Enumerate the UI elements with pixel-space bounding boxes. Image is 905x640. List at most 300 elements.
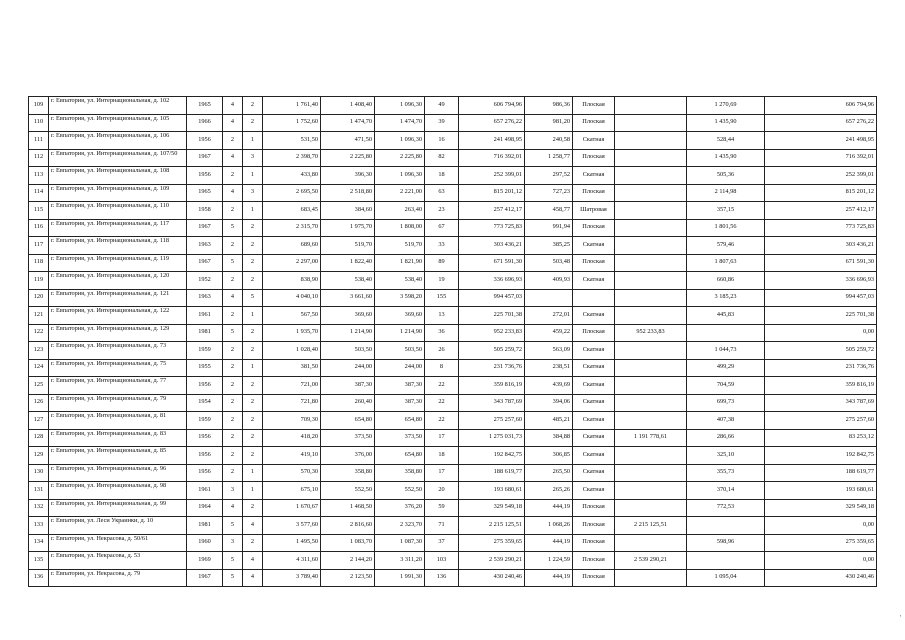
total-area-cell: 3 789,40 [263, 569, 321, 587]
remaining-cost-cell: 505 259,72 [765, 342, 877, 360]
total-cost-cell: 2 215 125,51 [459, 517, 525, 535]
page-mark: ' [899, 614, 901, 622]
floors-cell: 2 [223, 464, 243, 482]
total-cost-cell: 343 787,69 [459, 394, 525, 412]
entrances-cell: 2 [243, 412, 263, 430]
total-cost-cell: 671 591,30 [459, 254, 525, 272]
unit-value-cell: 503,48 [525, 254, 573, 272]
funded-amount-cell: 1 191 778,61 [615, 429, 687, 447]
residents-cell: 59 [425, 499, 459, 517]
per-unit-cost-cell: 499,29 [687, 359, 765, 377]
entrances-cell: 5 [243, 289, 263, 307]
address-cell: г. Евпатория, ул. Интернациональная, д. 96 [49, 464, 187, 482]
roof-type-cell: Скатная [573, 307, 615, 325]
table-row [29, 289, 877, 307]
year-built-cell: 1956 [187, 429, 223, 447]
total-cost-cell: 952 233,83 [459, 324, 525, 342]
address-cell: г. Евпатория, ул. Интернациональная, д. 107/50 [49, 149, 187, 167]
unit-value-cell: 265,50 [525, 464, 573, 482]
per-unit-cost-cell: 598,96 [687, 534, 765, 552]
per-unit-cost-cell [687, 517, 765, 535]
roof-type-cell: Скатная [573, 237, 615, 255]
residents-cell: 20 [425, 482, 459, 500]
floors-cell: 4 [223, 114, 243, 132]
entrances-cell: 1 [243, 359, 263, 377]
roof-type-cell: Плоская [573, 324, 615, 342]
remaining-cost-cell: 275 359,65 [765, 534, 877, 552]
row-number-cell: 128 [29, 429, 49, 447]
living-area-cell: 503,50 [321, 342, 375, 360]
remaining-cost-cell: 257 412,17 [765, 202, 877, 220]
remaining-cost-cell: 225 701,38 [765, 307, 877, 325]
total-cost-cell: 257 412,17 [459, 202, 525, 220]
remaining-cost-cell: 275 257,60 [765, 412, 877, 430]
roof-area-cell: 244,00 [375, 359, 425, 377]
per-unit-cost-cell: 286,66 [687, 429, 765, 447]
address-cell: г. Евпатория, ул. Некрасова, д. 50/61 [49, 534, 187, 552]
remaining-cost-cell: 430 240,46 [765, 569, 877, 587]
per-unit-cost-cell: 1 435,90 [687, 114, 765, 132]
roof-area-cell: 1 991,30 [375, 569, 425, 587]
unit-value-cell: 1 068,26 [525, 517, 573, 535]
funded-amount-cell [615, 342, 687, 360]
roof-area-cell: 387,30 [375, 394, 425, 412]
roof-type-cell: Плоская [573, 569, 615, 587]
total-cost-cell: 815 201,12 [459, 184, 525, 202]
roof-area-cell: 387,30 [375, 377, 425, 395]
per-unit-cost-cell: 357,15 [687, 202, 765, 220]
table-row [29, 167, 877, 185]
table-row [29, 359, 877, 377]
total-area-cell: 675,10 [263, 482, 321, 500]
floors-cell: 2 [223, 447, 243, 465]
entrances-cell: 2 [243, 534, 263, 552]
unit-value-cell: 1 224,59 [525, 552, 573, 570]
year-built-cell: 1981 [187, 324, 223, 342]
year-built-cell: 1963 [187, 237, 223, 255]
roof-type-cell: Плоская [573, 219, 615, 237]
address-cell: г. Евпатория, ул. Некрасова, д. 79 [49, 569, 187, 587]
per-unit-cost-cell: 704,59 [687, 377, 765, 395]
floors-cell: 5 [223, 324, 243, 342]
total-cost-cell: 716 392,01 [459, 149, 525, 167]
roof-area-cell: 1 087,30 [375, 534, 425, 552]
roof-type-cell: Плоская [573, 499, 615, 517]
table-row [29, 114, 877, 132]
funded-amount-cell [615, 289, 687, 307]
funded-amount-cell [615, 167, 687, 185]
unit-value-cell [525, 289, 573, 307]
total-cost-cell: 188 619,77 [459, 464, 525, 482]
living-area-cell: 396,30 [321, 167, 375, 185]
floors-cell: 5 [223, 569, 243, 587]
row-number-cell: 127 [29, 412, 49, 430]
funded-amount-cell [615, 149, 687, 167]
roof-type-cell: Плоская [573, 534, 615, 552]
per-unit-cost-cell: 579,46 [687, 237, 765, 255]
total-area-cell: 1 752,60 [263, 114, 321, 132]
year-built-cell: 1965 [187, 184, 223, 202]
unit-value-cell: 240,58 [525, 132, 573, 150]
total-area-cell: 709,30 [263, 412, 321, 430]
roof-area-cell: 1 808,00 [375, 219, 425, 237]
address-cell: г. Евпатория, ул. Интернациональная, д. 106 [49, 132, 187, 150]
table-row [29, 429, 877, 447]
roof-type-cell: Скатная [573, 377, 615, 395]
roof-area-cell: 552,50 [375, 482, 425, 500]
year-built-cell: 1956 [187, 447, 223, 465]
total-area-cell: 4 040,10 [263, 289, 321, 307]
table-row [29, 132, 877, 150]
unit-value-cell: 439,69 [525, 377, 573, 395]
table-row [29, 464, 877, 482]
residents-cell: 49 [425, 97, 459, 115]
roof-type-cell: Скатная [573, 464, 615, 482]
roof-area-cell: 263,40 [375, 202, 425, 220]
total-area-cell: 433,80 [263, 167, 321, 185]
total-cost-cell: 505 259,72 [459, 342, 525, 360]
roof-area-cell: 1 821,90 [375, 254, 425, 272]
remaining-cost-cell: 303 436,21 [765, 237, 877, 255]
table-row [29, 569, 877, 587]
living-area-cell: 2 144,20 [321, 552, 375, 570]
living-area-cell: 1 975,70 [321, 219, 375, 237]
roof-area-cell: 3 311,20 [375, 552, 425, 570]
total-cost-cell: 994 457,03 [459, 289, 525, 307]
row-number-cell: 136 [29, 569, 49, 587]
funded-amount-cell [615, 499, 687, 517]
year-built-cell: 1967 [187, 254, 223, 272]
row-number-cell: 130 [29, 464, 49, 482]
living-area-cell: 1 822,40 [321, 254, 375, 272]
year-built-cell: 1981 [187, 517, 223, 535]
total-cost-cell: 336 696,93 [459, 272, 525, 290]
entrances-cell: 2 [243, 219, 263, 237]
unit-value-cell: 1 258,77 [525, 149, 573, 167]
address-cell: г. Евпатория, ул. Некрасова, д. 53 [49, 552, 187, 570]
roof-area-cell: 358,80 [375, 464, 425, 482]
total-cost-cell: 657 276,22 [459, 114, 525, 132]
unit-value-cell: 459,22 [525, 324, 573, 342]
remaining-cost-cell: 252 399,01 [765, 167, 877, 185]
unit-value-cell: 394,06 [525, 394, 573, 412]
unit-value-cell: 384,88 [525, 429, 573, 447]
year-built-cell: 1952 [187, 272, 223, 290]
roof-type-cell [573, 289, 615, 307]
per-unit-cost-cell: 325,10 [687, 447, 765, 465]
address-cell: г. Евпатория, ул. Интернациональная, д. 122 [49, 307, 187, 325]
table-row [29, 202, 877, 220]
total-area-cell: 1 495,50 [263, 534, 321, 552]
unit-value-cell: 297,52 [525, 167, 573, 185]
floors-cell: 2 [223, 272, 243, 290]
floors-cell: 2 [223, 237, 243, 255]
living-area-cell: 387,30 [321, 377, 375, 395]
floors-cell: 4 [223, 289, 243, 307]
year-built-cell: 1956 [187, 132, 223, 150]
row-number-cell: 132 [29, 499, 49, 517]
funded-amount-cell [615, 219, 687, 237]
floors-cell: 5 [223, 219, 243, 237]
remaining-cost-cell: 336 696,93 [765, 272, 877, 290]
funded-amount-cell [615, 482, 687, 500]
row-number-cell: 131 [29, 482, 49, 500]
table-row [29, 324, 877, 342]
total-area-cell: 3 577,60 [263, 517, 321, 535]
total-area-cell: 531,50 [263, 132, 321, 150]
floors-cell: 2 [223, 359, 243, 377]
residents-cell: 23 [425, 202, 459, 220]
remaining-cost-cell: 83 253,12 [765, 429, 877, 447]
roof-area-cell: 538,40 [375, 272, 425, 290]
year-built-cell: 1956 [187, 167, 223, 185]
row-number-cell: 113 [29, 167, 49, 185]
unit-value-cell: 444,19 [525, 534, 573, 552]
total-cost-cell: 1 275 031,73 [459, 429, 525, 447]
roof-area-cell: 1 096,30 [375, 97, 425, 115]
total-cost-cell: 275 359,65 [459, 534, 525, 552]
remaining-cost-cell: 716 392,01 [765, 149, 877, 167]
per-unit-cost-cell: 1 044,73 [687, 342, 765, 360]
floors-cell: 2 [223, 412, 243, 430]
residents-cell: 18 [425, 167, 459, 185]
row-number-cell: 121 [29, 307, 49, 325]
address-cell: г. Евпатория, ул. Интернациональная, д. 108 [49, 167, 187, 185]
total-area-cell: 2 398,70 [263, 149, 321, 167]
roof-type-cell: Скатная [573, 272, 615, 290]
remaining-cost-cell: 193 680,61 [765, 482, 877, 500]
entrances-cell: 2 [243, 499, 263, 517]
living-area-cell: 358,80 [321, 464, 375, 482]
roof-area-cell: 654,80 [375, 412, 425, 430]
unit-value-cell: 458,77 [525, 202, 573, 220]
total-cost-cell: 192 842,75 [459, 447, 525, 465]
total-area-cell: 1 028,40 [263, 342, 321, 360]
address-cell: г. Евпатория, ул. Интернациональная, д. 121 [49, 289, 187, 307]
roof-type-cell: Плоская [573, 114, 615, 132]
funded-amount-cell [615, 132, 687, 150]
unit-value-cell: 385,25 [525, 237, 573, 255]
total-cost-cell: 241 498,95 [459, 132, 525, 150]
remaining-cost-cell: 343 787,69 [765, 394, 877, 412]
floors-cell: 2 [223, 342, 243, 360]
roof-type-cell: Плоская [573, 517, 615, 535]
entrances-cell: 2 [243, 429, 263, 447]
entrances-cell: 2 [243, 447, 263, 465]
year-built-cell: 1964 [187, 499, 223, 517]
remaining-cost-cell: 241 498,95 [765, 132, 877, 150]
per-unit-cost-cell: 1 801,56 [687, 219, 765, 237]
row-number-cell: 134 [29, 534, 49, 552]
total-area-cell: 567,50 [263, 307, 321, 325]
remaining-cost-cell: 359 816,19 [765, 377, 877, 395]
living-area-cell: 2 123,50 [321, 569, 375, 587]
floors-cell: 4 [223, 149, 243, 167]
remaining-cost-cell: 188 619,77 [765, 464, 877, 482]
roof-type-cell: Скатная [573, 412, 615, 430]
roof-area-cell: 373,50 [375, 429, 425, 447]
roof-type-cell: Шатровая [573, 202, 615, 220]
unit-value-cell: 306,85 [525, 447, 573, 465]
remaining-cost-cell: 994 457,03 [765, 289, 877, 307]
funded-amount-cell [615, 97, 687, 115]
table-row [29, 272, 877, 290]
funded-amount-cell: 2 215 125,51 [615, 517, 687, 535]
unit-value-cell: 986,36 [525, 97, 573, 115]
living-area-cell: 538,40 [321, 272, 375, 290]
year-built-cell: 1959 [187, 412, 223, 430]
entrances-cell: 1 [243, 307, 263, 325]
roof-area-cell: 2 323,70 [375, 517, 425, 535]
residents-cell: 22 [425, 377, 459, 395]
roof-type-cell: Плоская [573, 254, 615, 272]
per-unit-cost-cell: 505,36 [687, 167, 765, 185]
residents-cell: 39 [425, 114, 459, 132]
funded-amount-cell [615, 569, 687, 587]
year-built-cell: 1967 [187, 569, 223, 587]
total-area-cell: 418,20 [263, 429, 321, 447]
roof-type-cell: Плоская [573, 552, 615, 570]
row-number-cell: 120 [29, 289, 49, 307]
table-row [29, 307, 877, 325]
roof-type-cell: Скатная [573, 167, 615, 185]
table-row [29, 219, 877, 237]
year-built-cell: 1966 [187, 114, 223, 132]
remaining-cost-cell: 329 549,18 [765, 499, 877, 517]
roof-type-cell: Плоская [573, 149, 615, 167]
entrances-cell: 1 [243, 132, 263, 150]
address-cell: г. Евпатория, ул. Интернациональная, д. 129 [49, 324, 187, 342]
table-row [29, 552, 877, 570]
living-area-cell: 2 225,80 [321, 149, 375, 167]
living-area-cell: 1 468,50 [321, 499, 375, 517]
funded-amount-cell [615, 237, 687, 255]
table-row [29, 254, 877, 272]
residents-cell: 33 [425, 237, 459, 255]
roof-area-cell: 1 474,70 [375, 114, 425, 132]
funded-amount-cell [615, 447, 687, 465]
per-unit-cost-cell: 355,73 [687, 464, 765, 482]
roof-area-cell: 376,20 [375, 499, 425, 517]
floors-cell: 4 [223, 97, 243, 115]
total-area-cell: 2 315,70 [263, 219, 321, 237]
living-area-cell: 654,80 [321, 412, 375, 430]
remaining-cost-cell: 192 842,75 [765, 447, 877, 465]
year-built-cell: 1969 [187, 552, 223, 570]
per-unit-cost-cell: 370,14 [687, 482, 765, 500]
row-number-cell: 111 [29, 132, 49, 150]
residents-cell: 136 [425, 569, 459, 587]
residents-cell: 67 [425, 219, 459, 237]
roof-area-cell: 3 598,20 [375, 289, 425, 307]
row-number-cell: 122 [29, 324, 49, 342]
per-unit-cost-cell: 3 185,23 [687, 289, 765, 307]
address-cell: г. Евпатория, ул. Интернациональная, д. 110 [49, 202, 187, 220]
funded-amount-cell [615, 114, 687, 132]
row-number-cell: 115 [29, 202, 49, 220]
roof-area-cell: 1 096,30 [375, 132, 425, 150]
floors-cell: 2 [223, 429, 243, 447]
floors-cell: 2 [223, 132, 243, 150]
address-cell: г. Евпатория, ул. Интернациональная, д. 75 [49, 359, 187, 377]
remaining-cost-cell: 0,00 [765, 517, 877, 535]
address-cell: г. Евпатория, ул. Интернациональная, д. 99 [49, 499, 187, 517]
roof-area-cell: 2 225,80 [375, 149, 425, 167]
address-cell: г. Евпатория, ул. Интернациональная, д. 117 [49, 219, 187, 237]
per-unit-cost-cell: 1 095,04 [687, 569, 765, 587]
total-area-cell: 1 670,67 [263, 499, 321, 517]
per-unit-cost-cell: 528,44 [687, 132, 765, 150]
entrances-cell: 2 [243, 254, 263, 272]
year-built-cell: 1955 [187, 359, 223, 377]
address-cell: г. Евпатория, ул. Интернациональная, д. 73 [49, 342, 187, 360]
unit-value-cell: 485,21 [525, 412, 573, 430]
roof-area-cell: 369,60 [375, 307, 425, 325]
entrances-cell: 1 [243, 482, 263, 500]
floors-cell: 5 [223, 517, 243, 535]
roof-area-cell: 519,70 [375, 237, 425, 255]
living-area-cell: 373,50 [321, 429, 375, 447]
residents-cell: 71 [425, 517, 459, 535]
roof-type-cell: Скатная [573, 342, 615, 360]
per-unit-cost-cell: 2 114,98 [687, 184, 765, 202]
total-cost-cell: 359 816,19 [459, 377, 525, 395]
funded-amount-cell [615, 359, 687, 377]
floors-cell: 4 [223, 184, 243, 202]
roof-type-cell: Скатная [573, 429, 615, 447]
entrances-cell: 2 [243, 324, 263, 342]
remaining-cost-cell: 671 591,30 [765, 254, 877, 272]
total-cost-cell: 252 399,01 [459, 167, 525, 185]
per-unit-cost-cell: 407,38 [687, 412, 765, 430]
roof-type-cell: Плоская [573, 97, 615, 115]
living-area-cell: 2 518,80 [321, 184, 375, 202]
unit-value-cell: 981,20 [525, 114, 573, 132]
table-row [29, 412, 877, 430]
year-built-cell: 1959 [187, 342, 223, 360]
total-cost-cell: 225 701,38 [459, 307, 525, 325]
remaining-cost-cell: 815 201,12 [765, 184, 877, 202]
unit-value-cell: 991,94 [525, 219, 573, 237]
funded-amount-cell [615, 184, 687, 202]
roof-area-cell: 503,50 [375, 342, 425, 360]
address-cell: г. Евпатория, ул. Интернациональная, д. 119 [49, 254, 187, 272]
residents-cell: 36 [425, 324, 459, 342]
remaining-cost-cell: 231 736,76 [765, 359, 877, 377]
total-area-cell: 683,45 [263, 202, 321, 220]
row-number-cell: 125 [29, 377, 49, 395]
remaining-cost-cell: 657 276,22 [765, 114, 877, 132]
roof-area-cell: 654,80 [375, 447, 425, 465]
table-row [29, 447, 877, 465]
table-row [29, 377, 877, 395]
residents-cell: 22 [425, 394, 459, 412]
total-cost-cell: 430 240,46 [459, 569, 525, 587]
funded-amount-cell [615, 254, 687, 272]
row-number-cell: 119 [29, 272, 49, 290]
entrances-cell: 1 [243, 464, 263, 482]
year-built-cell: 1956 [187, 377, 223, 395]
entrances-cell: 2 [243, 377, 263, 395]
per-unit-cost-cell [687, 324, 765, 342]
roof-type-cell: Скатная [573, 447, 615, 465]
row-number-cell: 135 [29, 552, 49, 570]
table-row [29, 394, 877, 412]
total-area-cell: 4 311,60 [263, 552, 321, 570]
funded-amount-cell [615, 412, 687, 430]
total-cost-cell: 303 436,21 [459, 237, 525, 255]
roof-type-cell: Скатная [573, 482, 615, 500]
